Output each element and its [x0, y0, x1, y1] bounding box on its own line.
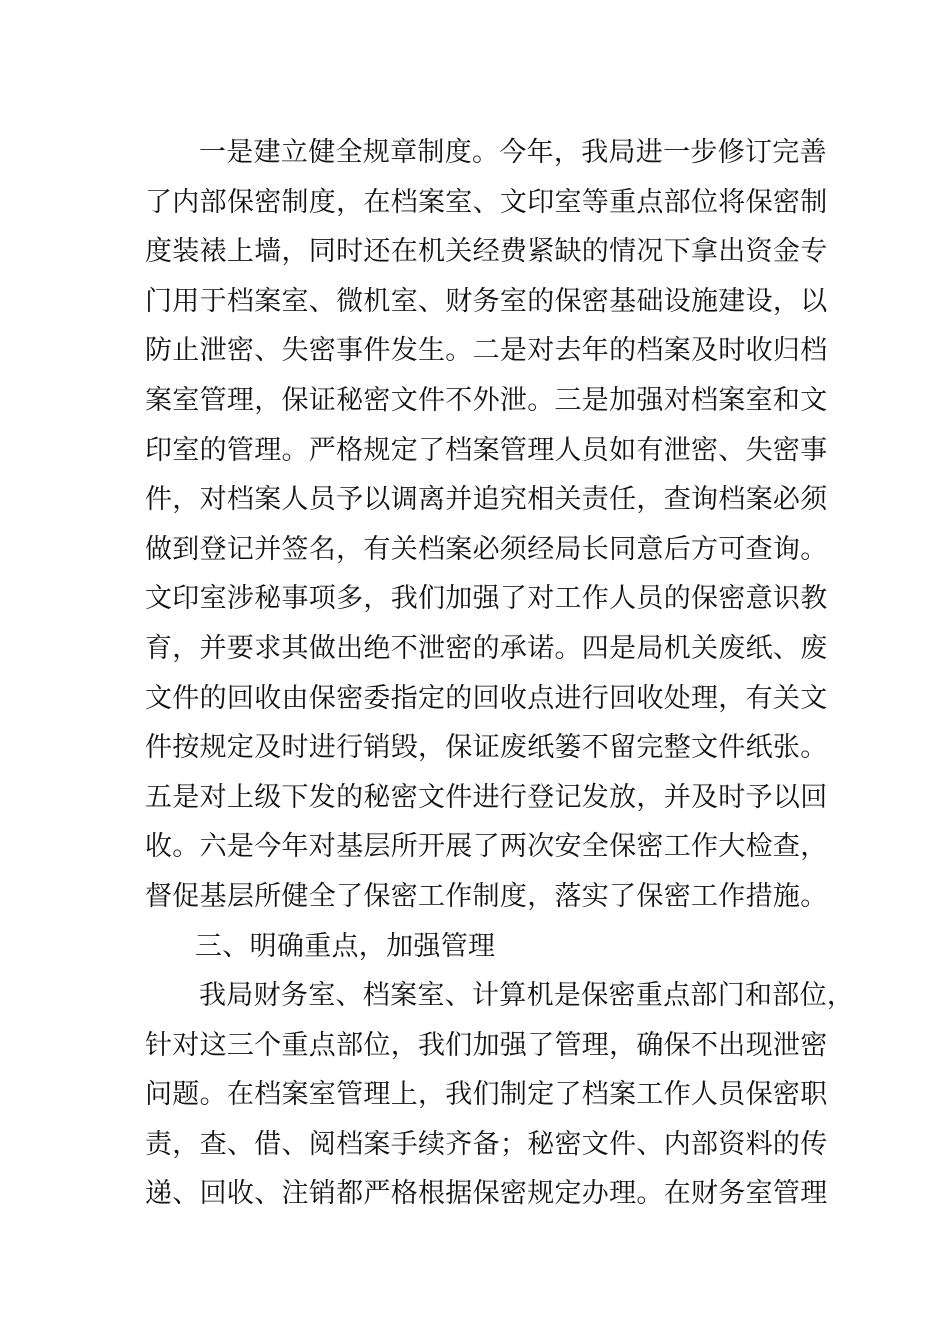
paragraph-line: 件按规定及时进行销毁，保证废纸篓不留完整文件纸张。 — [145, 732, 828, 764]
paragraph-line: 责，查、借、阅档案手续齐备；秘密文件、内部资料的传 — [145, 1128, 828, 1160]
paragraph-line: 门用于档案室、微机室、财务室的保密基础设施建设，以 — [145, 285, 828, 317]
paragraph-line: 一是建立健全规章制度。今年，我局进一步修订完善 — [199, 137, 827, 168]
paragraph-line: 五是对上级下发的秘密文件进行登记发放，并及时予以回 — [145, 781, 828, 813]
paragraph-line: 了内部保密制度，在档案室、文印室等重点部位将保密制 — [145, 186, 828, 218]
paragraph-line: 防止泄密、失密事件发生。二是对去年的档案及时收归档 — [145, 335, 828, 367]
paragraph-line: 针对这三个重点部位，我们加强了管理，确保不出现泄密 — [145, 1029, 828, 1061]
paragraph-line: 做到登记并签名，有关档案必须经局长同意后方可查询。 — [145, 533, 828, 565]
paragraph-line: 件，对档案人员予以调离并追究相关责任，查询档案必须 — [145, 484, 828, 516]
paragraph-line: 问题。在档案室管理上，我们制定了档案工作人员保密职 — [145, 1079, 828, 1111]
paragraph-line: 育，并要求其做出绝不泄密的承诺。四是局机关废纸、废 — [145, 632, 828, 664]
paragraph-line: 文件的回收由保密委指定的回收点进行回收处理，有关文 — [145, 682, 828, 714]
paragraph-line: 案室管理，保证秘密文件不外泄。三是加强对档案室和文 — [145, 384, 828, 416]
paragraph-line: 度装裱上墙，同时还在机关经费紧缺的情况下拿出资金专 — [145, 236, 828, 268]
paragraph-line: 督促基层所健全了保密工作制度，落实了保密工作措施。 — [145, 880, 828, 912]
paragraph-line: 我局财务室、档案室、计算机是保密重点部门和部位， — [199, 980, 855, 1012]
body-text — [145, 128, 855, 1219]
paragraph-line: 收。六是今年对基层所开展了两次安全保密工作大检查， — [145, 831, 828, 863]
paragraph-line: 文印室涉秘事项多，我们加强了对工作人员的保密意识教 — [145, 583, 828, 615]
paragraph-line: 印室的管理。严格规定了档案管理人员如有泄密、失密事 — [145, 434, 828, 466]
section-heading: 三、明确重点，加强管理 — [195, 930, 496, 962]
paragraph-line: 递、回收、注销都严格根据保密规定办理。在财务室管理 — [145, 1178, 828, 1210]
